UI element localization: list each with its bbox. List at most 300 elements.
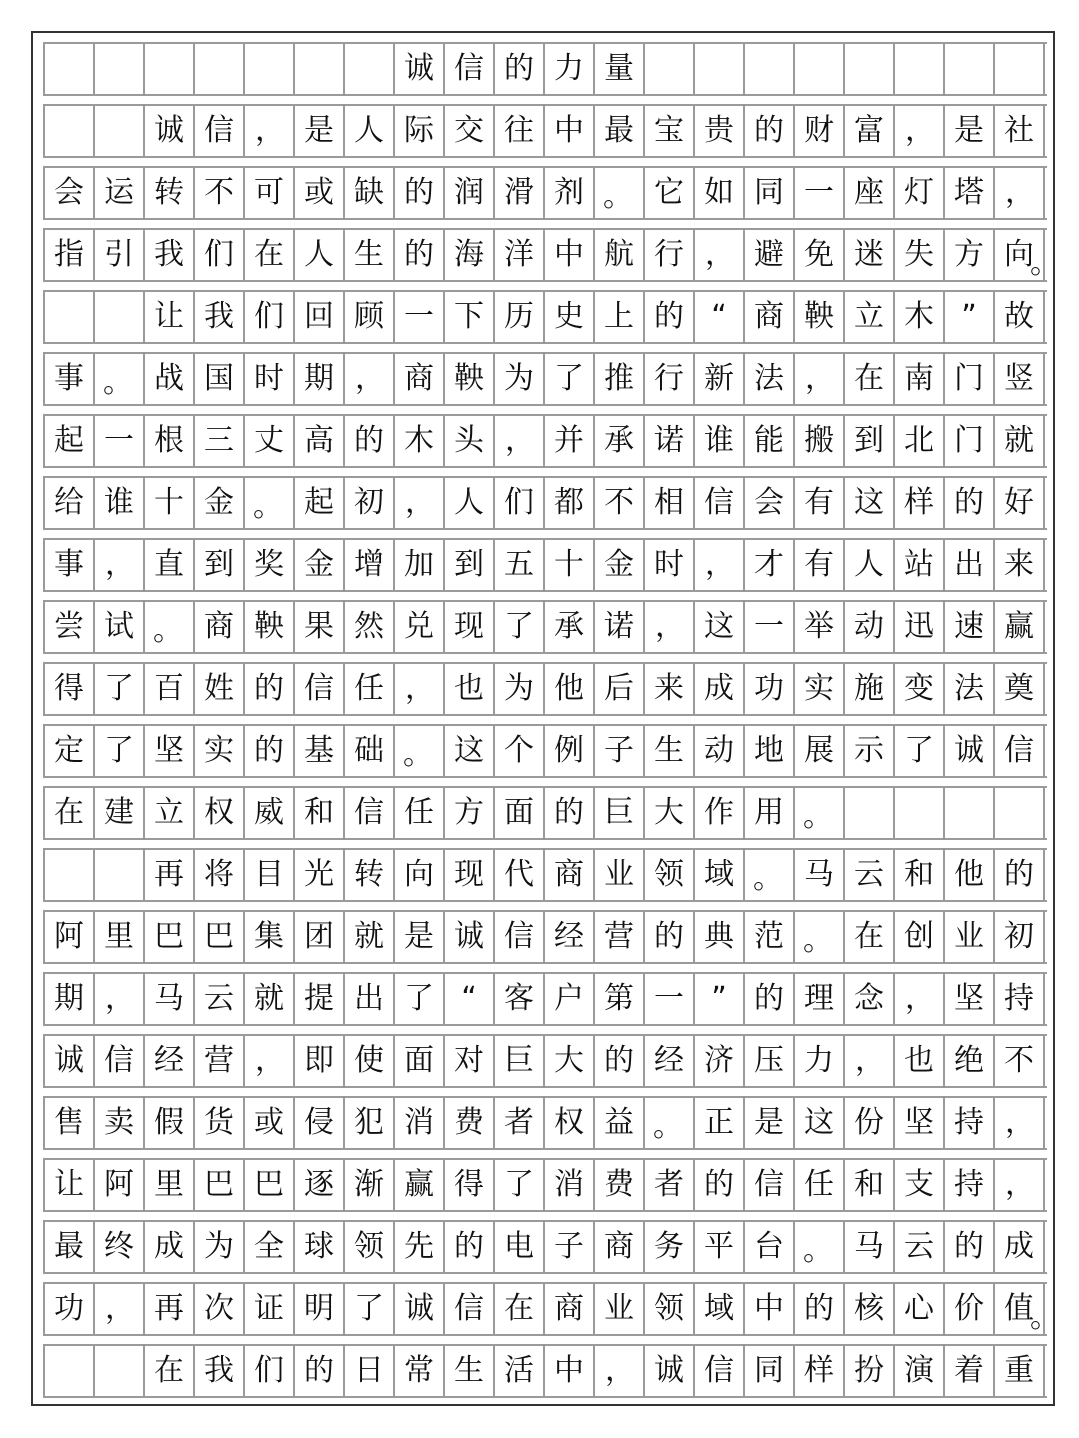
grid-cell: 将: [195, 850, 245, 900]
grid-cell: ，: [345, 354, 395, 404]
grid-cell: [345, 44, 395, 94]
grid-cell: 权: [545, 1098, 595, 1148]
grid-cell: 后: [595, 664, 645, 714]
grid-cell: 了: [545, 354, 595, 404]
grid-cell: [945, 788, 995, 838]
grid-cell: 的: [495, 44, 545, 94]
grid-cell: 五: [495, 540, 545, 590]
grid-cell: 是: [295, 106, 345, 156]
grid-cell: 有: [795, 478, 845, 528]
grid-cell: 中: [745, 1284, 795, 1334]
grid-cell: 坚: [895, 1098, 945, 1148]
grid-cell: 高: [295, 416, 345, 466]
grid-cell: 户: [545, 974, 595, 1024]
grid-cell: 们: [245, 1346, 295, 1396]
overflow-punctuation: 。: [1030, 1300, 1060, 1335]
grid-cell: 失: [895, 230, 945, 280]
grid-cell: 剂: [545, 168, 595, 218]
grid-cell: 里: [145, 1160, 195, 1210]
grid-cell: 这: [795, 1098, 845, 1148]
grid-cell: [845, 44, 895, 94]
grid-cell: 持: [995, 974, 1045, 1024]
grid-cell: 念: [845, 974, 895, 1024]
grid-cell: 域: [695, 1284, 745, 1334]
grid-cell: 南: [895, 354, 945, 404]
text-row: [43, 662, 1047, 716]
grid-cell: 他: [545, 664, 595, 714]
grid-cell: 好: [995, 478, 1045, 528]
grid-cell: 例: [545, 726, 595, 776]
grid-cell: 到: [445, 540, 495, 590]
grid-cell: 营: [195, 1036, 245, 1086]
grid-cell: [45, 44, 95, 94]
grid-cell: [895, 44, 945, 94]
grid-cell: 航: [595, 230, 645, 280]
grid-cell: 创: [895, 912, 945, 962]
grid-cell: 。: [645, 1098, 695, 1148]
grid-cell: 转: [345, 850, 395, 900]
grid-cell: 初: [995, 912, 1045, 962]
grid-cell: 建: [95, 788, 145, 838]
grid-cell: [995, 44, 1045, 94]
grid-cell: 是: [945, 106, 995, 156]
grid-cell: [45, 850, 95, 900]
grid-cell: 竖: [995, 354, 1045, 404]
grid-cell: 济: [695, 1036, 745, 1086]
text-row: [43, 104, 1047, 158]
grid-cell: 时: [245, 354, 295, 404]
grid-cell: 巨: [495, 1036, 545, 1086]
grid-cell: 马: [845, 1222, 895, 1272]
grid-cell: 和: [295, 788, 345, 838]
text-row: [43, 538, 1047, 592]
text-row: [43, 1034, 1047, 1088]
grid-cell: 变: [895, 664, 945, 714]
grid-cell: 一: [395, 292, 445, 342]
grid-cell: 同: [745, 168, 795, 218]
grid-cell: ，: [95, 974, 145, 1024]
grid-cell: 任: [345, 664, 395, 714]
grid-cell: ，: [245, 106, 295, 156]
grid-cell: [195, 44, 245, 94]
grid-cell: 的: [695, 1160, 745, 1210]
grid-cell: 渐: [345, 1160, 395, 1210]
grid-cell: 领: [645, 1284, 695, 1334]
grid-cell: 举: [795, 602, 845, 652]
grid-cell: 回: [295, 292, 345, 342]
grid-cell: 信: [995, 726, 1045, 776]
grid-cell: 子: [545, 1222, 595, 1272]
grid-cell: 加: [395, 540, 445, 590]
grid-cell: [95, 1346, 145, 1396]
grid-cell: [745, 44, 795, 94]
grid-cell: 我: [145, 230, 195, 280]
grid-cell: 和: [895, 850, 945, 900]
grid-cell: 为: [195, 1222, 245, 1272]
grid-cell: 坚: [145, 726, 195, 776]
grid-cell: 面: [395, 1036, 445, 1086]
grid-cell: 绝: [945, 1036, 995, 1086]
grid-cell: 根: [145, 416, 195, 466]
grid-cell: 就: [995, 416, 1045, 466]
grid-cell: 施: [845, 664, 895, 714]
grid-cell: 巴: [195, 912, 245, 962]
grid-cell: 到: [195, 540, 245, 590]
grid-cell: 给: [45, 478, 95, 528]
grid-cell: [645, 44, 695, 94]
grid-cell: 动: [695, 726, 745, 776]
grid-cell: 成: [695, 664, 745, 714]
grid-cell: 份: [845, 1098, 895, 1148]
grid-cell: 让: [145, 292, 195, 342]
grid-cell: 洋: [495, 230, 545, 280]
grid-cell: 任: [795, 1160, 845, 1210]
grid-cell: 鞅: [795, 292, 845, 342]
grid-cell: [45, 1346, 95, 1396]
grid-cell: 才: [745, 540, 795, 590]
grid-cell: 缺: [345, 168, 395, 218]
grid-cell: 核: [845, 1284, 895, 1334]
grid-cell: 阿: [45, 912, 95, 962]
grid-cell: 巴: [245, 1160, 295, 1210]
grid-cell: 的: [745, 106, 795, 156]
grid-cell: 常: [395, 1346, 445, 1396]
grid-cell: 立: [145, 788, 195, 838]
grid-cell: 诚: [45, 1036, 95, 1086]
grid-cell: 人: [295, 230, 345, 280]
grid-cell: 诺: [645, 416, 695, 466]
grid-cell: 支: [895, 1160, 945, 1210]
grid-cell: [245, 44, 295, 94]
grid-cell: 信: [195, 106, 245, 156]
grid-cell: 也: [445, 664, 495, 714]
grid-cell: 谁: [695, 416, 745, 466]
grid-cell: 的: [395, 168, 445, 218]
grid-cell: 一: [795, 168, 845, 218]
grid-cell: 的: [645, 292, 695, 342]
grid-cell: 了: [95, 664, 145, 714]
grid-cell: 故: [995, 292, 1045, 342]
grid-cell: 卖: [95, 1098, 145, 1148]
grid-cell: 试: [95, 602, 145, 652]
grid-cell: ，: [995, 1098, 1045, 1148]
grid-cell: 重: [995, 1346, 1045, 1396]
overflow-punctuation: 。: [1030, 246, 1060, 281]
grid-cell: 明: [295, 1284, 345, 1334]
grid-cell: 让: [45, 1160, 95, 1210]
grid-cell: 终: [95, 1222, 145, 1272]
grid-cell: 人: [345, 106, 395, 156]
grid-cell: 价: [945, 1284, 995, 1334]
grid-cell: 三: [195, 416, 245, 466]
grid-cell: ，: [645, 602, 695, 652]
grid-cell: 地: [745, 726, 795, 776]
grid-cell: 会: [745, 478, 795, 528]
grid-cell: 商: [595, 1222, 645, 1272]
grid-cell: 们: [195, 230, 245, 280]
grid-cell: ，: [395, 478, 445, 528]
grid-cell: 人: [445, 478, 495, 528]
grid-cell: 直: [145, 540, 195, 590]
grid-cell: ，: [995, 1160, 1045, 1210]
grid-cell: 业: [595, 1284, 645, 1334]
grid-cell: 一: [745, 602, 795, 652]
grid-cell: [945, 44, 995, 94]
grid-cell: 信: [745, 1160, 795, 1210]
grid-cell: 次: [195, 1284, 245, 1334]
grid-cell: 商: [545, 1284, 595, 1334]
text-row: [43, 1282, 1047, 1336]
grid-cell: 集: [245, 912, 295, 962]
grid-cell: 际: [395, 106, 445, 156]
grid-cell: 木: [895, 292, 945, 342]
grid-cell: 商: [195, 602, 245, 652]
grid-cell: 相: [645, 478, 695, 528]
grid-cell: 行: [645, 230, 695, 280]
grid-cell: 历: [495, 292, 545, 342]
grid-cell: 子: [595, 726, 645, 776]
grid-cell: 对: [445, 1036, 495, 1086]
grid-cell: 诚: [445, 912, 495, 962]
grid-cell: 不: [995, 1036, 1045, 1086]
grid-cell: 立: [845, 292, 895, 342]
grid-cell: 法: [745, 354, 795, 404]
grid-cell: 期: [45, 974, 95, 1024]
grid-cell: 出: [945, 540, 995, 590]
grid-cell: 座: [845, 168, 895, 218]
grid-cell: 有: [795, 540, 845, 590]
grid-cell: 信: [295, 664, 345, 714]
grid-cell: 引: [95, 230, 145, 280]
grid-cell: 任: [395, 788, 445, 838]
grid-cell: 站: [895, 540, 945, 590]
grid-cell: 同: [745, 1346, 795, 1396]
grid-cell: 鞅: [245, 602, 295, 652]
grid-cell: 起: [295, 478, 345, 528]
grid-cell: 承: [545, 602, 595, 652]
grid-cell: 业: [945, 912, 995, 962]
grid-cell: 指: [45, 230, 95, 280]
grid-cell: 现: [445, 850, 495, 900]
grid-cell: 。: [395, 726, 445, 776]
grid-cell: 了: [895, 726, 945, 776]
grid-cell: 信: [695, 478, 745, 528]
grid-cell: 灯: [895, 168, 945, 218]
grid-cell: 日: [345, 1346, 395, 1396]
grid-cell: 能: [745, 416, 795, 466]
grid-cell: 鞅: [445, 354, 495, 404]
grid-cell: 的: [945, 478, 995, 528]
grid-cell: 大: [545, 1036, 595, 1086]
grid-cell: 承: [595, 416, 645, 466]
grid-cell: 证: [245, 1284, 295, 1334]
grid-cell: 赢: [995, 602, 1045, 652]
grid-cell: 了: [495, 1160, 545, 1210]
grid-cell: 时: [645, 540, 695, 590]
grid-cell: 推: [595, 354, 645, 404]
grid-cell: 然: [345, 602, 395, 652]
grid-cell: 现: [445, 602, 495, 652]
grid-cell: 金: [295, 540, 345, 590]
grid-cell: 尝: [45, 602, 95, 652]
grid-cell: 样: [795, 1346, 845, 1396]
grid-cell: 的: [745, 974, 795, 1024]
grid-cell: 先: [395, 1222, 445, 1272]
grid-cell: 门: [945, 354, 995, 404]
grid-cell: 里: [95, 912, 145, 962]
grid-cell: 信: [95, 1036, 145, 1086]
grid-cell: 生: [445, 1346, 495, 1396]
grid-cell: ，: [395, 664, 445, 714]
grid-cell: 台: [745, 1222, 795, 1272]
grid-cell: 交: [445, 106, 495, 156]
grid-cell: 力: [795, 1036, 845, 1086]
grid-cell: 。: [795, 912, 845, 962]
grid-cell: 最: [595, 106, 645, 156]
grid-cell: 来: [645, 664, 695, 714]
grid-cell: 活: [495, 1346, 545, 1396]
grid-cell: 者: [645, 1160, 695, 1210]
grid-cell: [295, 44, 345, 94]
grid-cell: 客: [495, 974, 545, 1024]
grid-cell: 赢: [395, 1160, 445, 1210]
grid-cell: 售: [45, 1098, 95, 1148]
grid-cell: 期: [295, 354, 345, 404]
grid-cell: 法: [945, 664, 995, 714]
text-row: [43, 786, 1047, 840]
grid-cell: 头: [445, 416, 495, 466]
text-row: [43, 600, 1047, 654]
grid-cell: 这: [845, 478, 895, 528]
grid-cell: 我: [195, 292, 245, 342]
grid-cell: 假: [145, 1098, 195, 1148]
grid-cell: 贵: [695, 106, 745, 156]
grid-cell: 免: [795, 230, 845, 280]
grid-cell: 方: [945, 230, 995, 280]
grid-cell: 一: [645, 974, 695, 1024]
grid-cell: [45, 292, 95, 342]
grid-cell: 犯: [345, 1098, 395, 1148]
grid-cell: 。: [795, 1222, 845, 1272]
grid-cell: 典: [695, 912, 745, 962]
grid-cell: ，: [795, 354, 845, 404]
grid-cell: ，: [695, 540, 745, 590]
grid-cell: 面: [495, 788, 545, 838]
grid-cell: 逐: [295, 1160, 345, 1210]
grid-cell: 础: [345, 726, 395, 776]
grid-cell: 得: [445, 1160, 495, 1210]
grid-cell: 货: [195, 1098, 245, 1148]
grid-cell: [845, 788, 895, 838]
grid-cell: 的: [595, 1036, 645, 1086]
grid-cell: 新: [695, 354, 745, 404]
grid-cell: 。: [745, 850, 795, 900]
grid-cell: 史: [545, 292, 595, 342]
grid-cell: 商: [545, 850, 595, 900]
grid-cell: 正: [695, 1098, 745, 1148]
grid-cell: 果: [295, 602, 345, 652]
grid-cell: 的: [345, 416, 395, 466]
grid-cell: 国: [195, 354, 245, 404]
grid-cell: 中: [545, 1346, 595, 1396]
grid-cell: ，: [845, 1036, 895, 1086]
grid-cell: 的: [645, 912, 695, 962]
grid-cell: 扮: [845, 1346, 895, 1396]
grid-cell: 了: [345, 1284, 395, 1334]
grid-cell: 商: [395, 354, 445, 404]
grid-cell: 。: [145, 602, 195, 652]
grid-cell: 宝: [645, 106, 695, 156]
grid-cell: 的: [445, 1222, 495, 1272]
grid-cell: 。: [245, 478, 295, 528]
grid-cell: 第: [595, 974, 645, 1024]
text-row: [43, 910, 1047, 964]
grid-cell: 为: [495, 354, 545, 404]
grid-cell: [95, 106, 145, 156]
grid-cell: 诚: [395, 44, 445, 94]
grid-cell: 塔: [945, 168, 995, 218]
grid-cell: ，: [495, 416, 545, 466]
grid-cell: 谁: [95, 478, 145, 528]
grid-cell: 在: [45, 788, 95, 838]
grid-cell: 营: [595, 912, 645, 962]
grid-cell: 一: [95, 416, 145, 466]
grid-cell: 目: [245, 850, 295, 900]
grid-cell: 顾: [345, 292, 395, 342]
grid-cell: 压: [745, 1036, 795, 1086]
grid-cell: 用: [745, 788, 795, 838]
grid-cell: 领: [645, 850, 695, 900]
grid-cell: 可: [245, 168, 295, 218]
grid-cell: 百: [145, 664, 195, 714]
grid-cell: 样: [895, 478, 945, 528]
grid-cell: 。: [795, 788, 845, 838]
grid-cell: 转: [145, 168, 195, 218]
title-row: [43, 42, 1047, 96]
grid-cell: 上: [595, 292, 645, 342]
grid-cell: 事: [45, 354, 95, 404]
grid-cell: [95, 44, 145, 94]
grid-cell: 。: [95, 354, 145, 404]
grid-cell: 金: [195, 478, 245, 528]
grid-cell: 力: [545, 44, 595, 94]
grid-cell: 海: [445, 230, 495, 280]
grid-cell: ，: [245, 1036, 295, 1086]
grid-cell: 诺: [595, 602, 645, 652]
grid-cell: 。: [595, 168, 645, 218]
grid-cell: 成: [995, 1222, 1045, 1272]
grid-cell: 滑: [495, 168, 545, 218]
grid-cell: 十: [545, 540, 595, 590]
grid-cell: [95, 292, 145, 342]
grid-cell: 经: [545, 912, 595, 962]
grid-cell: 业: [595, 850, 645, 900]
grid-cell: ，: [95, 540, 145, 590]
grid-cell: 不: [595, 478, 645, 528]
grid-cell: 定: [45, 726, 95, 776]
text-row: [43, 290, 1047, 344]
grid-cell: 侵: [295, 1098, 345, 1148]
grid-cell: 门: [945, 416, 995, 466]
grid-cell: 向: [395, 850, 445, 900]
grid-cell: 方: [445, 788, 495, 838]
grid-cell: [895, 788, 945, 838]
grid-cell: [95, 850, 145, 900]
grid-cell: 就: [245, 974, 295, 1024]
grid-cell: 马: [795, 850, 845, 900]
grid-cell: 再: [145, 850, 195, 900]
grid-cell: 十: [145, 478, 195, 528]
